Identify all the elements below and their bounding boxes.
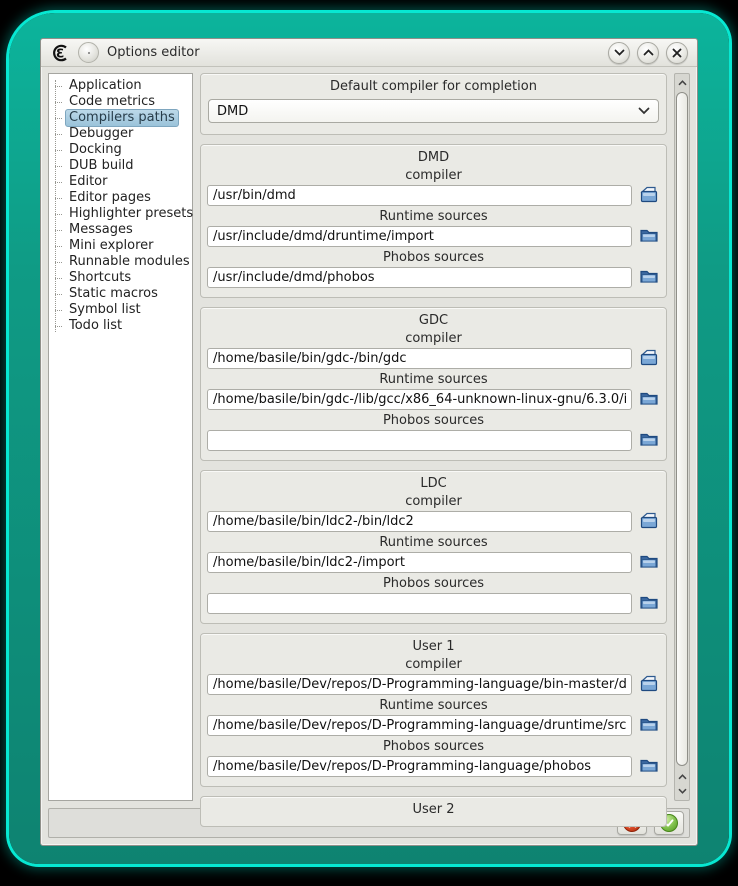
tree-stub bbox=[55, 118, 62, 119]
titlebar[interactable] bbox=[41, 39, 697, 67]
tree-stub bbox=[55, 214, 62, 215]
default-compiler-group bbox=[200, 73, 667, 135]
sidebar-item-todo-list[interactable] bbox=[51, 318, 190, 334]
sidebar-item-dub-build[interactable] bbox=[51, 158, 190, 174]
compiler-group-ldc bbox=[200, 470, 667, 624]
folder-icon bbox=[639, 553, 659, 572]
sidebar-item-editor-pages[interactable] bbox=[51, 190, 190, 206]
select-folder-button[interactable] bbox=[638, 716, 660, 735]
path-input[interactable] bbox=[207, 674, 632, 695]
file-icon bbox=[639, 349, 659, 369]
path-input[interactable] bbox=[207, 756, 632, 777]
tree-guide-line bbox=[55, 80, 56, 332]
select-folder-button[interactable] bbox=[638, 431, 660, 450]
sidebar-item-label: Todo list bbox=[69, 318, 123, 333]
path-input[interactable] bbox=[207, 389, 632, 410]
path-field-row bbox=[207, 715, 660, 736]
compiler-group-user-1 bbox=[200, 633, 667, 787]
path-field-row bbox=[207, 185, 660, 206]
compilers-paths-panel bbox=[200, 73, 690, 817]
select-folder-button[interactable] bbox=[638, 390, 660, 409]
tree-stub bbox=[55, 278, 62, 279]
scrollbar-thumb[interactable] bbox=[676, 92, 688, 766]
group-title: LDC bbox=[420, 476, 447, 491]
group-title: Default compiler for completion bbox=[330, 79, 537, 94]
file-icon bbox=[639, 512, 659, 532]
sidebar-item-label: Editor bbox=[69, 174, 108, 189]
sidebar-item-label: Symbol list bbox=[69, 302, 141, 317]
combobox-value: DMD bbox=[217, 103, 249, 119]
field-label: Phobos sources bbox=[382, 250, 485, 265]
tree-stub bbox=[55, 182, 62, 183]
compiler-group-dmd bbox=[200, 144, 667, 298]
sidebar-item-label: Mini explorer bbox=[69, 238, 154, 253]
sidebar-item-shortcuts[interactable] bbox=[51, 270, 190, 286]
scroll-up-button-bottom[interactable] bbox=[675, 770, 689, 784]
sidebar-item-mini-explorer[interactable] bbox=[51, 238, 190, 254]
path-field-row bbox=[207, 430, 660, 451]
field-label: Phobos sources bbox=[382, 413, 485, 428]
sidebar-item-static-macros[interactable] bbox=[51, 286, 190, 302]
tree-stub bbox=[55, 198, 62, 199]
chevron-down-icon bbox=[678, 788, 687, 794]
sidebar-item-highlighter-presets[interactable] bbox=[51, 206, 194, 222]
compiler-group-user-2 bbox=[200, 796, 667, 827]
chevron-up-icon bbox=[643, 49, 654, 56]
window-menu-button[interactable] bbox=[78, 42, 99, 63]
folder-icon bbox=[639, 390, 659, 409]
sidebar-item-label: Docking bbox=[69, 142, 122, 157]
select-folder-button[interactable] bbox=[638, 757, 660, 776]
file-icon bbox=[639, 186, 659, 206]
path-field-row bbox=[207, 348, 660, 369]
window-frame bbox=[9, 13, 729, 864]
field-label: Phobos sources bbox=[382, 576, 485, 591]
path-field-row bbox=[207, 756, 660, 777]
field-label: compiler bbox=[405, 657, 462, 672]
window-title: Options editor bbox=[107, 45, 200, 60]
sidebar-item-code-metrics[interactable] bbox=[51, 94, 190, 110]
scroll-up-button[interactable] bbox=[675, 76, 689, 90]
sidebar-item-editor[interactable] bbox=[51, 174, 190, 190]
field-label: Runtime sources bbox=[379, 372, 488, 387]
tree-stub bbox=[55, 166, 62, 167]
path-input[interactable] bbox=[207, 593, 632, 614]
chevron-up-icon bbox=[678, 774, 687, 780]
shade-button[interactable] bbox=[608, 42, 630, 64]
categories-tree[interactable] bbox=[48, 73, 193, 801]
path-input[interactable] bbox=[207, 430, 632, 451]
select-file-button[interactable] bbox=[638, 186, 660, 205]
tree-stub bbox=[55, 326, 62, 327]
tree-stub bbox=[55, 310, 62, 311]
select-folder-button[interactable] bbox=[638, 268, 660, 287]
tree-stub bbox=[55, 294, 62, 295]
folder-icon bbox=[639, 431, 659, 450]
tree-stub bbox=[55, 246, 62, 247]
field-label: Runtime sources bbox=[379, 698, 488, 713]
path-input[interactable] bbox=[207, 715, 632, 736]
group-title: User 2 bbox=[412, 802, 455, 817]
unshade-button[interactable] bbox=[637, 42, 659, 64]
select-folder-button[interactable] bbox=[638, 227, 660, 246]
select-folder-button[interactable] bbox=[638, 594, 660, 613]
select-file-button[interactable] bbox=[638, 349, 660, 368]
chevron-down-icon bbox=[614, 49, 625, 56]
field-label: compiler bbox=[405, 331, 462, 346]
default-compiler-combobox[interactable] bbox=[208, 99, 659, 123]
sidebar-item-label: Editor pages bbox=[69, 190, 151, 205]
sidebar-item-docking[interactable] bbox=[51, 142, 190, 158]
path-field-row bbox=[207, 226, 660, 247]
sidebar-item-label: Highlighter presets bbox=[69, 206, 194, 221]
tree-stub bbox=[55, 86, 62, 87]
sidebar-item-label: Messages bbox=[69, 222, 133, 237]
window-controls bbox=[608, 42, 688, 64]
path-field-row bbox=[207, 552, 660, 573]
chevron-down-icon bbox=[638, 104, 650, 119]
folder-icon bbox=[639, 716, 659, 735]
sidebar-item-application[interactable] bbox=[51, 78, 190, 94]
group-title: GDC bbox=[418, 313, 449, 328]
sidebar-item-label: Static macros bbox=[69, 286, 158, 301]
chevron-up-icon bbox=[678, 80, 687, 86]
folder-icon bbox=[639, 594, 659, 613]
path-field-row bbox=[207, 267, 660, 288]
field-label: Runtime sources bbox=[379, 209, 488, 224]
path-field-row bbox=[207, 389, 660, 410]
sidebar-item-symbol-list[interactable] bbox=[51, 302, 190, 318]
sidebar-item-messages[interactable] bbox=[51, 222, 190, 238]
sidebar-item-label: DUB build bbox=[69, 158, 134, 173]
path-input[interactable] bbox=[207, 348, 632, 369]
path-input[interactable] bbox=[207, 267, 632, 288]
path-input[interactable] bbox=[207, 226, 632, 247]
file-icon bbox=[639, 675, 659, 695]
path-field-row bbox=[207, 674, 660, 695]
field-label: compiler bbox=[405, 168, 462, 183]
select-folder-button[interactable] bbox=[638, 553, 660, 572]
sidebar-item-label: Debugger bbox=[69, 126, 134, 141]
close-button[interactable] bbox=[666, 42, 688, 64]
path-field-row bbox=[207, 593, 660, 614]
group-title: User 1 bbox=[412, 639, 455, 654]
app-logo-icon bbox=[50, 44, 70, 62]
field-label: compiler bbox=[405, 494, 462, 509]
field-label: Runtime sources bbox=[379, 535, 488, 550]
path-input[interactable] bbox=[207, 511, 632, 532]
options-editor-window bbox=[40, 38, 698, 846]
svg-text:Ɛ: Ɛ bbox=[56, 46, 65, 60]
folder-icon bbox=[639, 227, 659, 246]
select-file-button[interactable] bbox=[638, 512, 660, 531]
vertical-scrollbar[interactable] bbox=[674, 73, 690, 801]
tree-stub bbox=[55, 134, 62, 135]
path-input[interactable] bbox=[207, 552, 632, 573]
folder-icon bbox=[639, 757, 659, 776]
sidebar-item-runnable-modules[interactable] bbox=[51, 254, 190, 270]
tree-stub bbox=[55, 102, 62, 103]
dialog-body bbox=[41, 67, 697, 817]
sidebar-item-label: Compilers paths bbox=[65, 109, 179, 127]
sidebar-item-label: Shortcuts bbox=[69, 270, 132, 285]
tree-stub bbox=[55, 230, 62, 231]
path-field-row bbox=[207, 511, 660, 532]
close-icon bbox=[672, 48, 682, 58]
select-file-button[interactable] bbox=[638, 675, 660, 694]
sidebar-item-debugger[interactable] bbox=[51, 126, 190, 142]
path-input[interactable] bbox=[207, 185, 632, 206]
tree-stub bbox=[55, 150, 62, 151]
sidebar-item-label: Application bbox=[69, 78, 142, 93]
group-title: DMD bbox=[417, 150, 450, 165]
sidebar-item-label: Runnable modules bbox=[69, 254, 190, 269]
sidebar-item-label: Code metrics bbox=[69, 94, 156, 109]
scroll-down-button[interactable] bbox=[675, 784, 689, 798]
folder-icon bbox=[639, 268, 659, 287]
compiler-group-gdc bbox=[200, 307, 667, 461]
field-label: Phobos sources bbox=[382, 739, 485, 754]
scroll-content bbox=[200, 73, 672, 817]
tree-stub bbox=[55, 262, 62, 263]
sidebar-item-compilers-paths[interactable] bbox=[51, 110, 190, 126]
